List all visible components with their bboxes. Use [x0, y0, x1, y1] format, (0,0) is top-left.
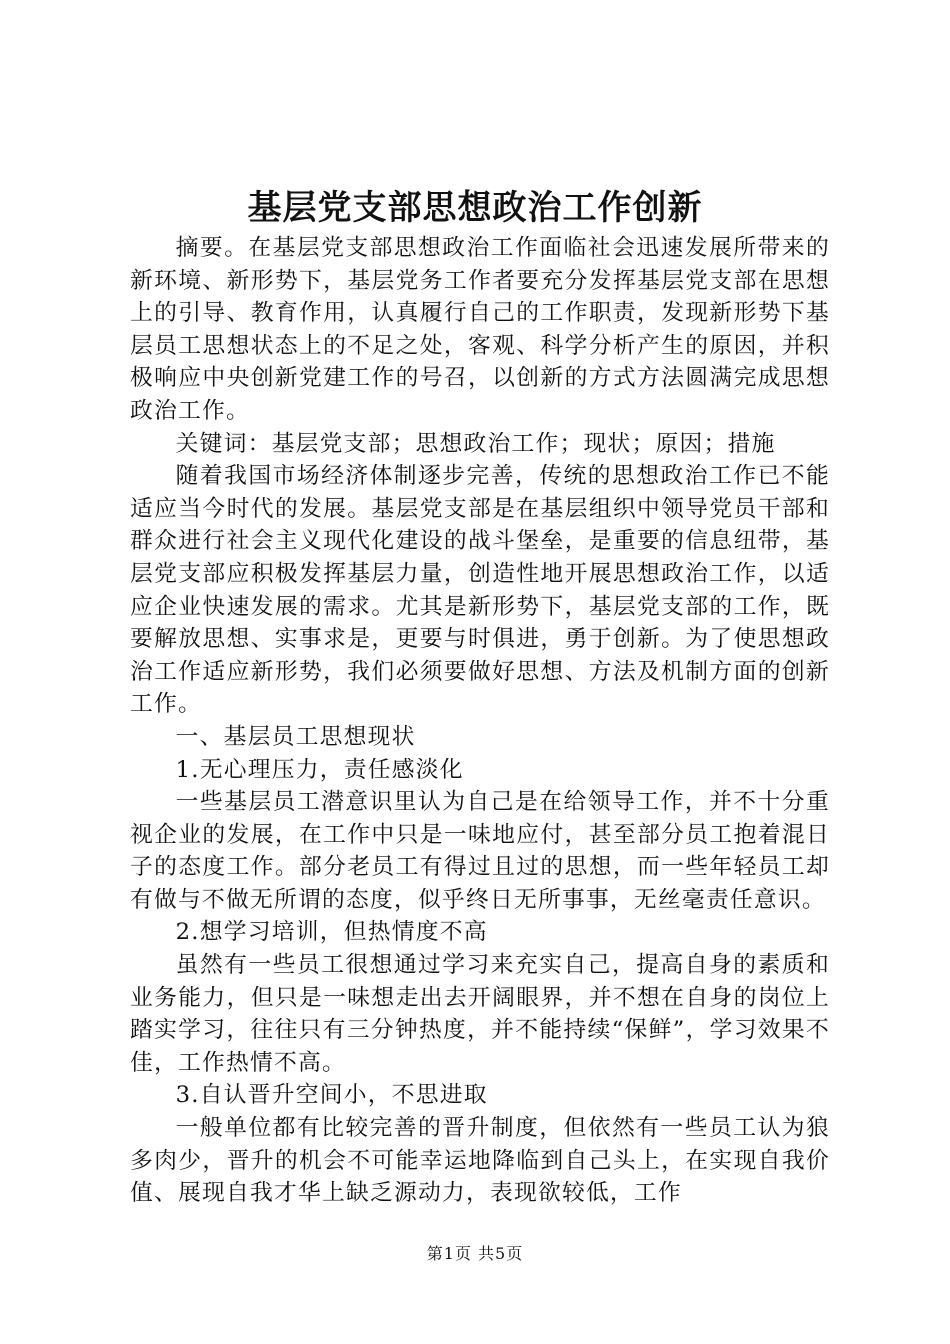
keywords-paragraph: 关键词：基层党支部；思想政治工作；现状；原因；措施: [175, 430, 776, 457]
subheading-1: 1.无心理压力，责任感淡化: [175, 756, 464, 783]
body-paragraph-1: 一些基层员工潜意识里认为自己是在给领导工作，并不十分重视企业的发展，在工作中只是一味地应付，甚至部分员工抱着混日子的态度工作。部分老员工有得过且过的思想，而一些年轻员工却有做与不做无所谓的态度，似乎终日无所事事，无丝毫责任意识。: [130, 789, 830, 913]
subheading-3: 3.自认晋升空间小，不思进取: [175, 1082, 488, 1109]
document-body: [130, 232, 830, 1210]
intro-paragraph: 随着我国市场经济体制逐步完善，传统的思想政治工作已不能适应当今时代的发展。基层党支部是在基层组织中领导党员干部和群众进行社会主义现代化建设的战斗堡垒，是重要的信息纽带，基层党支部应积极发挥基层力量，创造性地开展思想政治工作，以适应企业快速发展的需求。尤其是新形势下，基层党支部的工作，既要解放思想、实事求是，更要与时俱进，勇于创新。为了使思想政治工作适应新形势，我们必须要做好思想、方法及机制方面的创新工作。: [130, 463, 830, 718]
subheading-2: 2.想学习培训，但热情度不高: [175, 919, 488, 946]
body-paragraph-3: 一般单位都有比较完善的晋升制度，但依然有一些员工认为狼多肉少，晋升的机会不可能幸运地降临到自己头上，在实现自我价值、展现自我才华上缺乏源动力，表现欲较低，工作: [130, 1115, 830, 1207]
body-paragraph-2: 虽然有一些员工很想通过学习来充实自己，提高自身的素质和业务能力，但只是一味想走出去开阔眼界，并不想在自身的岗位上踏实学习，往往只有三分钟热度，并不能持续“保鲜”，学习效果不佳，工作热情不高。: [130, 952, 830, 1076]
abstract-paragraph: 摘要。在基层党支部思想政治工作面临社会迅速发展所带来的新环境、新形势下，基层党务工作者要充分发挥基层党支部在思想上的引导、教育作用，认真履行自己的工作职责，发现新形势下基层员工思想状态上的不足之处，客观、科学分析产生的原因，并积极响应中央创新党建工作的号召，以创新的方式方法圆满完成思想政治工作。: [130, 235, 830, 424]
document-title: 基层党支部思想政治工作创新: [247, 188, 703, 228]
page-footer: 第1页 共5页: [426, 1244, 524, 1263]
section-heading-1: 一、基层员工思想现状: [175, 723, 416, 750]
